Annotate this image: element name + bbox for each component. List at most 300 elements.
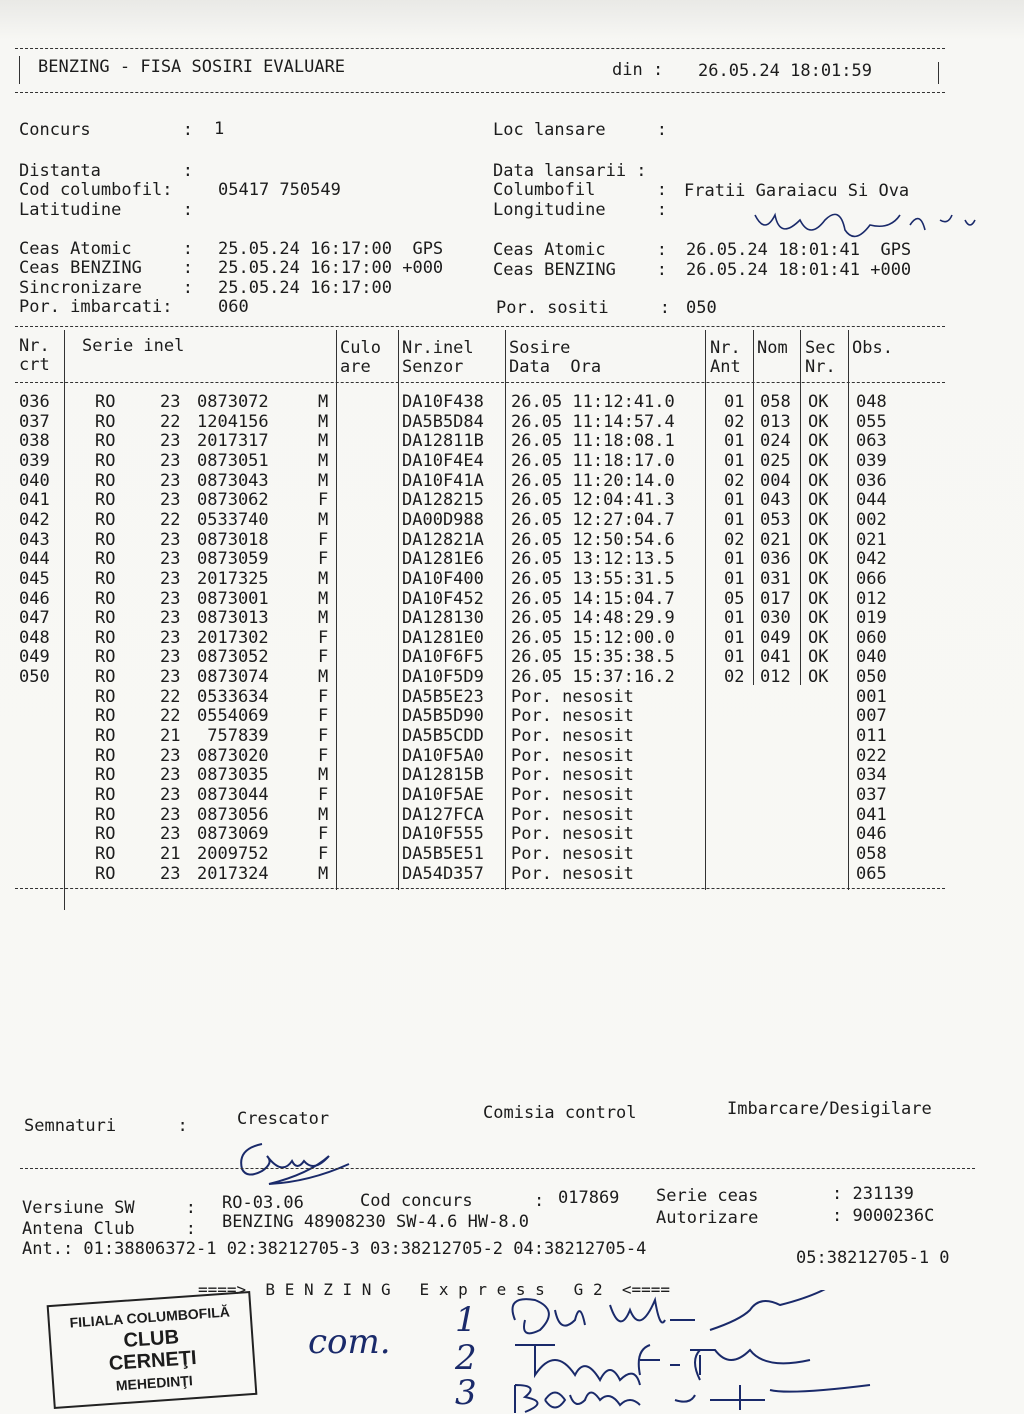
col-divider [800,330,801,685]
cell-sosire: Por. nesosit [511,726,634,747]
cell-an: 23 [160,627,181,648]
col-divider [705,330,706,890]
cell-nr: 042 [19,509,50,530]
header-right-border [938,62,939,84]
cell-inel: 2017325 [197,568,269,589]
cell-ant: 01 [724,568,745,589]
cell-an: 23 [160,863,181,884]
cell-ant: 01 [724,647,745,668]
cell-senzor: DA12815B [402,765,484,786]
cell-sosire: Por. nesosit [511,745,634,766]
info-columbofil-label: Columbofil : [493,180,667,200]
cell-an: 23 [160,608,181,629]
info-ceas-atomic-right-label: Ceas Atomic : [493,240,667,260]
cell-tara: RO [95,549,116,570]
footer-brand: ====> B E N Z I N G E x p r e s s G 2 <==== [198,1280,671,1299]
col-header-sosire: Sosire [509,338,571,358]
cell-sosire: Por. nesosit [511,843,634,864]
cell-sex: F [318,706,329,727]
cell-sosire: 26.05 11:20:14.0 [511,470,675,491]
col-divider [64,330,65,910]
cell-inel: 757839 [197,726,269,747]
cell-inel: 2017324 [197,863,269,884]
info-ceas-benzing-value: 25.05.24 16:17:00 +000 [218,258,444,278]
cell-sosire: 26.05 12:27:04.7 [511,509,675,530]
cell-sec: OK [808,647,829,668]
cell-obs: 022 [856,745,887,766]
cell-sex: M [318,568,329,589]
cell-obs: 055 [856,411,887,432]
signature-comisia-control: Comisia control [483,1103,637,1123]
col-header-sec: Sec [805,338,836,358]
cell-sec: OK [808,411,829,432]
cell-sec: OK [808,450,829,471]
footer-versiune-label: Versiune SW : [22,1198,196,1218]
cell-inel: 0873035 [197,765,269,786]
cell-an: 23 [160,785,181,805]
cell-senzor: DA10F6F5 [402,647,484,668]
cell-an: 23 [160,588,181,609]
cell-sex: M [318,667,329,688]
cell-inel: 2009752 [197,843,269,864]
cell-inel: 0873059 [197,549,269,570]
cell-an: 23 [160,470,181,491]
cell-obs: 021 [856,529,887,550]
cell-nom: 025 [760,450,791,471]
cell-senzor: DA10F555 [402,824,484,845]
info-cod-columbofil-value: 05417 750549 [218,180,341,200]
info-ceas-atomic-value: 25.05.24 16:17:00 GPS [218,239,444,259]
cell-inel: 1204156 [197,411,269,432]
cell-sex: F [318,686,329,707]
info-distanta-label: Distanta : [19,161,193,181]
cell-sosire: 26.05 11:18:08.1 [511,431,675,452]
cell-senzor: DA12821A [402,529,484,550]
cell-tara: RO [95,706,116,727]
col-header-ant: Ant [710,357,741,377]
cell-sosire: 26.05 12:04:41.3 [511,490,675,511]
cell-senzor: DA12811B [402,431,484,452]
cell-obs: 060 [856,627,887,648]
cell-nom: 012 [760,667,791,688]
cell-senzor: DA1281E6 [402,549,484,570]
cell-inel: 0873074 [197,667,269,688]
cell-sec: OK [808,608,829,629]
cell-an: 23 [160,745,181,766]
col-header-culoare: Culo [340,338,381,358]
cell-nom: 036 [760,549,791,570]
cell-sosire: 26.05 11:14:57.4 [511,411,675,432]
cell-tara: RO [95,568,116,589]
cell-an: 23 [160,568,181,589]
cell-senzor: DA5B5D90 [402,706,484,727]
cell-ant: 01 [724,509,745,530]
cell-inel: 0873043 [197,470,269,491]
cell-inel: 0873020 [197,745,269,766]
cell-sosire: Por. nesosit [511,804,634,825]
cell-nr: 036 [19,392,50,412]
cell-senzor: DA10F5AE [402,785,484,805]
cell-sec: OK [808,392,829,412]
col-divider [398,330,399,890]
cell-nom: 049 [760,627,791,648]
cell-ant: 01 [724,549,745,570]
cell-nr: 050 [19,667,50,688]
cell-tara: RO [95,431,116,452]
cell-sosire: 26.05 15:35:38.5 [511,647,675,668]
info-imbarcati-label: Por. imbarcati: [19,297,173,317]
cell-an: 23 [160,529,181,550]
cell-inel: 0554069 [197,706,269,727]
info-ceas-benzing-right-value: 26.05.24 18:01:41 +000 [686,260,912,280]
cell-nom: 041 [760,647,791,668]
cell-sex: M [318,431,329,452]
header-bottom-rule [15,92,945,93]
cell-sex: F [318,529,329,550]
cell-obs: 046 [856,824,887,845]
cell-tara: RO [95,509,116,530]
cell-senzor: DA10F452 [402,588,484,609]
cell-nom: 053 [760,509,791,530]
cell-inel: 0873013 [197,608,269,629]
cell-ant: 02 [724,411,745,432]
cell-sosire: 26.05 14:15:04.7 [511,588,675,609]
cell-sosire: Por. nesosit [511,785,634,805]
cell-tara: RO [95,627,116,648]
cell-sex: F [318,490,329,511]
header-left-border [19,56,20,84]
cell-obs: 037 [856,785,887,805]
handwritten-number-2: 2 [455,1338,477,1378]
footer-cod-label: Cod concurs : [360,1191,545,1211]
cell-sex: M [318,470,329,491]
cell-ant: 02 [724,529,745,550]
cell-sosire: Por. nesosit [511,686,634,707]
cell-senzor: DA128215 [402,490,484,511]
cell-sosire: Por. nesosit [511,824,634,845]
cell-inel: 0533740 [197,509,269,530]
cell-an: 23 [160,667,181,688]
cell-sex: M [318,608,329,629]
table-bottom-rule [15,888,945,889]
cell-an: 23 [160,549,181,570]
signatures-label: Semnaturi : [24,1116,188,1136]
cell-obs: 012 [856,588,887,609]
cell-senzor: DA00D988 [402,509,484,530]
cell-tara: RO [95,745,116,766]
info-columbofil-value: Fratii Garaiacu Si Ova [684,181,910,201]
cell-nom: 058 [760,392,791,412]
cell-obs: 058 [856,843,887,864]
cell-obs: 019 [856,608,887,629]
cell-nr: 048 [19,627,50,648]
info-ceas-benzing-label: Ceas BENZING : [19,258,193,278]
info-imbarcati-value: 060 [218,297,249,317]
cell-senzor: DA1281E0 [402,627,484,648]
info-longitudine-label: Longitudine : [493,200,667,220]
col-divider [505,330,506,890]
cell-senzor: DA5B5E51 [402,843,484,864]
cell-inel: 2017317 [197,431,269,452]
cell-senzor: DA10F438 [402,392,484,412]
cell-inel: 0873018 [197,529,269,550]
cell-senzor: DA10F41A [402,470,484,491]
col-header-senzor: Senzor [402,357,464,377]
cell-an: 23 [160,392,181,412]
cell-obs: 063 [856,431,887,452]
cell-inel: 0533634 [197,686,269,707]
cell-nr: 049 [19,647,50,668]
info-sositi-label: Por. sositi : [496,298,670,318]
cell-senzor: DA5B5E23 [402,686,484,707]
cell-inel: 0873056 [197,804,269,825]
footer-serie-label: Serie ceas [656,1186,759,1206]
cell-sex: M [318,765,329,786]
handwritten-committee-signatures [500,1290,880,1414]
cell-senzor: DA5B5CDD [402,726,484,747]
cell-sec: OK [808,470,829,491]
cell-ant: 01 [724,490,745,511]
cell-an: 21 [160,726,181,747]
col-header-nom: Nom [757,338,788,358]
footer-serie-value: : 231139 [832,1184,914,1204]
cell-sosire: 26.05 15:12:00.0 [511,627,675,648]
stamp-line-1: FILIALA COLUMBOFILĂ [69,1303,231,1331]
cell-sec: OK [808,529,829,550]
cell-obs: 002 [856,509,887,530]
handwritten-scribble-top [750,205,1000,245]
info-data-lansarii-label: Data lansarii : [493,161,647,181]
cell-ant: 02 [724,470,745,491]
cell-nom: 031 [760,568,791,589]
signature-crescator: Crescator [237,1109,330,1129]
cell-an: 23 [160,804,181,825]
cell-nr: 045 [19,568,50,589]
cell-an: 22 [160,686,181,707]
cell-nom: 013 [760,411,791,432]
cell-obs: 050 [856,667,887,688]
info-ceas-atomic-right-value: 26.05.24 18:01:41 GPS [686,240,912,260]
cell-obs: 042 [856,549,887,570]
cell-senzor: DA54D357 [402,863,484,884]
info-concurs-label: Concurs : [19,120,193,140]
cell-obs: 066 [856,568,887,589]
cell-sec: OK [808,568,829,589]
cell-nr: 041 [19,490,50,511]
col-divider [848,330,849,890]
footer-top-rule [20,1168,975,1169]
cell-obs: 036 [856,470,887,491]
cell-nr: 046 [19,588,50,609]
footer-antena-label: Antena Club : [22,1219,196,1239]
cell-tara: RO [95,785,116,805]
cell-senzor: DA10F5D9 [402,667,484,688]
handwritten-com: com. [308,1322,391,1362]
info-loc-lansare-label: Loc lansare : [493,120,667,140]
cell-inel: 0873001 [197,588,269,609]
cell-sex: F [318,549,329,570]
cell-sec: OK [808,490,829,511]
cell-nr: 040 [19,470,50,491]
footer-antena-value: BENZING 48908230 SW-4.6 HW-8.0 [222,1212,530,1232]
footer-autorizare-value: : 9000236C [832,1206,935,1226]
cell-tara: RO [95,411,116,432]
col-header-nr-ant: Nr. [710,338,741,358]
cell-tara: RO [95,804,116,825]
cell-nom: 021 [760,529,791,550]
cell-sosire: 26.05 11:18:17.0 [511,450,675,471]
header-din-label: din : [612,60,664,80]
cell-obs: 001 [856,686,887,707]
cell-sex: F [318,785,329,805]
footer-autorizare-label: Autorizare [656,1208,759,1228]
col-header-culoare-2: are [340,357,371,377]
cell-ant: 01 [724,627,745,648]
cell-senzor: DA10F4E4 [402,450,484,471]
cell-inel: 0873069 [197,824,269,845]
cell-obs: 011 [856,726,887,747]
cell-inel: 0873072 [197,392,269,412]
cell-sec: OK [808,627,829,648]
cell-sex: M [318,588,329,609]
cell-nom: 030 [760,608,791,629]
cell-tara: RO [95,470,116,491]
cell-tara: RO [95,726,116,747]
cell-obs: 007 [856,706,887,727]
cell-nr: 037 [19,411,50,432]
cell-sec: OK [808,509,829,530]
cell-sex: F [318,726,329,747]
cell-sosire: Por. nesosit [511,765,634,786]
info-ceas-atomic-label: Ceas Atomic : [19,239,193,259]
col-header-nr: Nr. [19,336,50,356]
cell-an: 23 [160,490,181,511]
info-sincronizare-label: Sincronizare : [19,278,193,298]
cell-sex: F [318,745,329,766]
cell-senzor: DA10F400 [402,568,484,589]
cell-obs: 041 [856,804,887,825]
handwritten-number-1: 1 [455,1300,477,1340]
cell-sex: F [318,627,329,648]
col-divider [753,330,754,685]
footer-antenna-list-2: 05:38212705-1 0 [796,1248,950,1268]
footer-antenna-list: Ant.: 01:38806372-1 02:38212705-3 03:38212705-2 04:38212705-4 [22,1239,647,1259]
cell-an: 22 [160,706,181,727]
cell-tara: RO [95,608,116,629]
col-header-data-ora: Data Ora [509,357,602,377]
cell-tara: RO [95,392,116,412]
cell-sex: F [318,843,329,864]
cell-tara: RO [95,863,116,884]
cell-ant: 01 [724,392,745,412]
stamp-line-3: CERNEŢI [108,1346,198,1376]
cell-tara: RO [95,824,116,845]
cell-tara: RO [95,647,116,668]
cell-sex: F [318,647,329,668]
cell-obs: 048 [856,392,887,412]
cell-sosire: 26.05 13:55:31.5 [511,568,675,589]
cell-inel: 0873052 [197,647,269,668]
col-header-serie-inel: Serie inel [82,336,185,356]
col-header-nr-inel: Nr.inel [402,338,474,358]
cell-ant: 01 [724,450,745,471]
cell-senzor: DA5B5D84 [402,411,484,432]
cell-senzor: DA128130 [402,608,484,629]
cell-inel: 0873044 [197,785,269,805]
cell-sex: M [318,804,329,825]
cell-ant: 05 [724,588,745,609]
cell-obs: 039 [856,450,887,471]
cell-sosire: Por. nesosit [511,706,634,727]
cell-ant: 02 [724,667,745,688]
cell-obs: 044 [856,490,887,511]
cell-ant: 01 [724,431,745,452]
cell-sex: M [318,863,329,884]
cell-nr: 044 [19,549,50,570]
col-header-crt: crt [19,355,50,375]
cell-sec: OK [808,549,829,570]
cell-an: 23 [160,824,181,845]
cell-nom: 024 [760,431,791,452]
cell-nom: 017 [760,588,791,609]
cell-sec: OK [808,588,829,609]
cell-nr: 047 [19,608,50,629]
cell-tara: RO [95,588,116,609]
cell-sosire: 26.05 15:37:16.2 [511,667,675,688]
cell-sex: M [318,392,329,412]
info-ceas-benzing-right-label: Ceas BENZING : [493,260,667,280]
footer-versiune-value: RO-03.06 [222,1193,304,1213]
cell-sex: M [318,509,329,530]
cell-nr: 043 [19,529,50,550]
info-latitudine-label: Latitudine : [19,200,193,220]
signature-imbarcare: Imbarcare/Desigilare [727,1099,932,1119]
cell-inel: 0873062 [197,490,269,511]
cell-an: 23 [160,450,181,471]
cell-sosire: 26.05 13:12:13.5 [511,549,675,570]
cell-an: 22 [160,411,181,432]
cell-senzor: DA10F5A0 [402,745,484,766]
cell-sex: M [318,450,329,471]
cell-tara: RO [95,490,116,511]
handwritten-number-3: 3 [455,1373,477,1413]
cell-an: 21 [160,843,181,864]
cell-sec: OK [808,431,829,452]
cell-an: 23 [160,647,181,668]
table-top-rule [15,326,945,327]
cell-ant: 01 [724,608,745,629]
document-title: BENZING - FISA SOSIRI EVALUARE [38,57,346,77]
cell-inel: 0873051 [197,450,269,471]
cell-sex: F [318,824,329,845]
cell-tara: RO [95,667,116,688]
cell-sosire: 26.05 11:12:41.0 [511,392,675,412]
cell-senzor: DA127FCA [402,804,484,825]
cell-an: 22 [160,509,181,530]
cell-sosire: 26.05 12:50:54.6 [511,529,675,550]
info-sositi-value: 050 [686,298,717,318]
cell-an: 23 [160,431,181,452]
footer-cod-value: 017869 [558,1188,620,1208]
info-sincronizare-value: 25.05.24 16:17:00 [218,278,392,298]
cell-obs: 040 [856,647,887,668]
header-top-rule [15,48,945,49]
cell-tara: RO [95,843,116,864]
header-din-value: 26.05.24 18:01:59 [698,61,872,81]
cell-tara: RO [95,450,116,471]
cell-sosire: 26.05 14:48:29.9 [511,608,675,629]
cell-nr: 039 [19,450,50,471]
